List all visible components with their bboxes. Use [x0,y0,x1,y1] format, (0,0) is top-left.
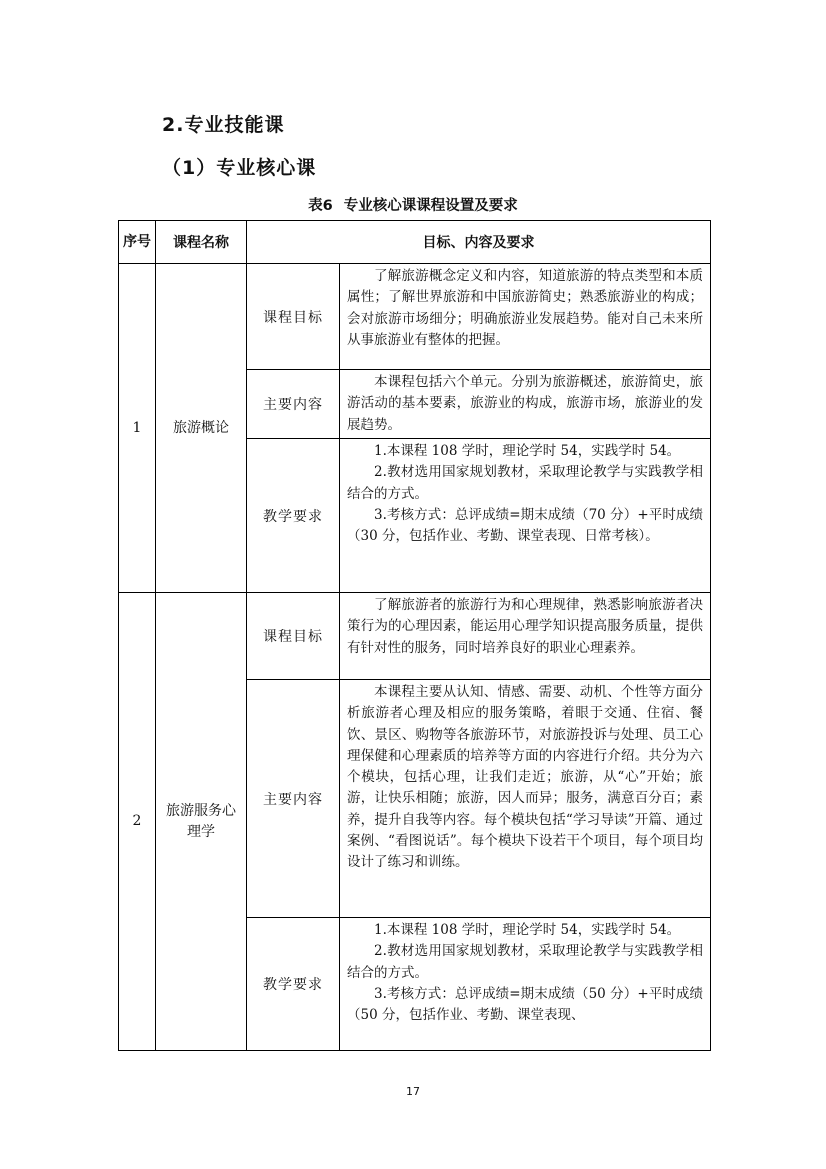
row-content: 1.本课程 108 学时，理论学时 54，实践学时 54。 2.教材选用国家规划教材，采取理论教学与实践教学相结合的方式。 3.考核方式：总评成绩=期末成绩（50 分）+平时成绩（50 分，包括作业、考勤、课堂表现、 [340,918,711,1051]
row-content: 1.本课程 108 学时，理论学时 54，实践学时 54。 2.教材选用国家规划教材，采取理论教学与实践教学相结合的方式。 3.考核方式：总评成绩=期末成绩（70 分）+平时成绩（30 分，包括作业、考勤、课堂表现、日常考核）。 [340,439,711,593]
row-content: 了解旅游者的旅游行为和心理规律，熟悉影响旅游者决策行为的心理因素，能运用心理学知识提高服务质量，提供有针对性的服务，同时培养良好的职业心理素养。 [340,593,711,680]
subsection-title: （1）专业核心课 [162,157,317,179]
header-seq: 序号 [119,221,156,264]
row-content: 本课程主要从认知、情感、需要、动机、个性等方面分析旅游者心理及相应的服务策略，着眼于交通、住宿、餐饮、景区、购物等各旅游环节，对旅游投诉与处理、员工心理保健和心理素质的培养等方面的内容进行介绍。共分为六个模块，包括心理，让我们走近；旅游，从“心”开始；旅游，让快乐相随；旅游，因人而异；服务，满意百分百；素养，提升自我等内容。每个模块包括“学习导读”开篇、通过案例、“看图说话”。每个模块下设若干个项目，每个项目均设计了练习和训练。 [340,680,711,918]
row-content: 了解旅游概念定义和内容，知道旅游的特点类型和本质属性；了解世界旅游和中国旅游简史；熟悉旅游业的构成；会对旅游市场细分；明确旅游业发展趋势。能对自己未来所从事旅游业有整体的把握。 [340,264,711,370]
course-seq: 2 [119,593,156,1051]
table-row [119,593,711,680]
row-label: 主要内容 [247,370,340,439]
row-label: 主要内容 [247,680,340,918]
row-label: 课程目标 [247,264,340,370]
row-label: 课程目标 [247,593,340,680]
course-name: 旅游概论 [156,264,247,593]
course-name: 旅游服务心理学 [156,593,247,1051]
course-table [118,220,711,1051]
row-content: 本课程包括六个单元。分别为旅游概述，旅游简史，旅游活动的基本要素，旅游业的构成，旅游市场，旅游业的发展趋势。 [340,370,711,439]
course-seq: 1 [119,264,156,593]
header-course-name: 课程名称 [156,221,247,264]
table-row [119,264,711,370]
row-label: 教学要求 [247,439,340,593]
table-header-row [119,221,711,264]
table-caption: 表6 专业核心课课程设置及要求 [308,198,518,214]
section-title: 2.专业技能课 [162,114,285,136]
row-label: 教学要求 [247,918,340,1051]
header-content: 目标、内容及要求 [247,221,711,264]
page-number: 17 [406,1085,420,1098]
